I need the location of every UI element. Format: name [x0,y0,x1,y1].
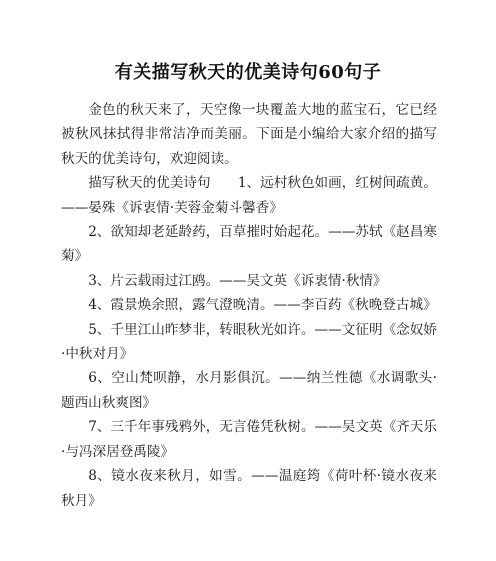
paragraph-poem-4: 4、霞景焕余照，露气澄晚清。——李百药《秋晚登古城》 [88,297,437,314]
page-title: 有关描写秋天的优美诗句60句子 [114,62,382,83]
paragraph-poem-6: 6、空山梵呗静，水月影俱沉。——纳兰性德《水调歌头·题西山秋爽图》 [61,370,437,411]
article-body [61,98,437,513]
paragraph-poem-8: 8、镜水夜来秋月，如雪。——温庭筠《荷叶杯·镜水夜来秋月》 [61,468,437,509]
paragraph-poem-2: 2、欲知却老延龄药，百草摧时始起花。——苏轼《赵昌寒菊》 [61,224,437,265]
paragraph-intro: 金色的秋天来了，天空像一块覆盖大地的蓝宝石，它已经被秋风抹拭得非常洁净而美丽。下面是小编给大家介绍的描写秋天的优美诗句，欢迎阅读。 [61,102,437,167]
paragraph-poem-1: 描写秋天的优美诗句 1、远村秋色如画，红树间疏黄。——晏殊《诉衷情·芙蓉金菊斗馨香》 [61,175,437,216]
paragraph-poem-3: 3、片云载雨过江鸥。——吴文英《诉衷情·秋情》 [88,272,387,289]
paragraph-poem-7: 7、三千年事残鸦外，无言倦凭秋树。——吴文英《齐天乐·与冯深居登禹陵》 [61,419,437,460]
paragraph-poem-5: 5、千里江山昨梦非，转眼秋光如许。——文征明《念奴娇·中秋对月》 [61,321,437,363]
